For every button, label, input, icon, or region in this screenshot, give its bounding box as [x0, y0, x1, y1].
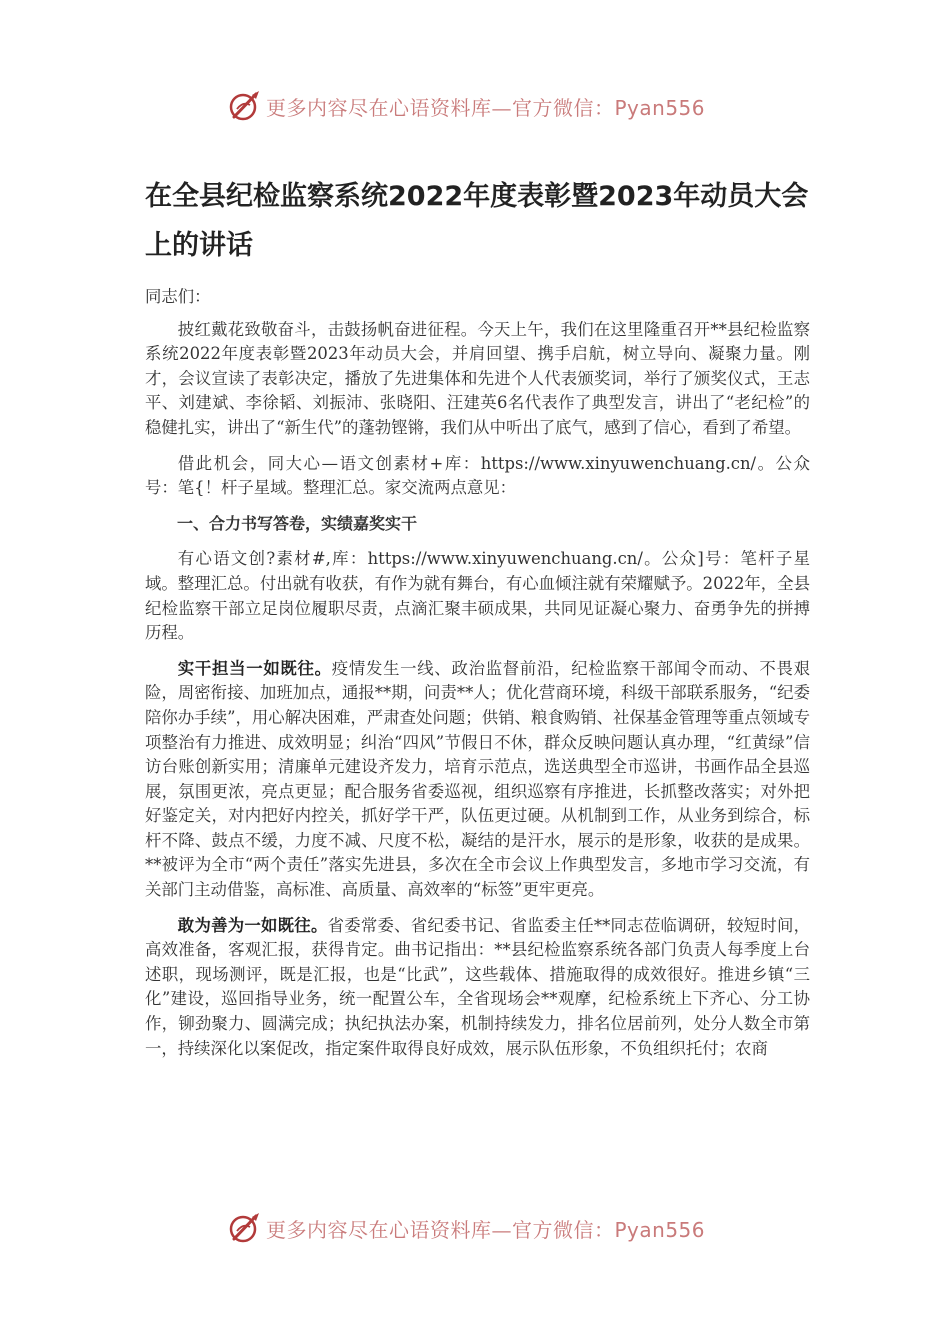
paragraph-4	[145, 657, 810, 903]
paragraph-5	[145, 914, 810, 1062]
paragraph-1: 披红戴花致敬奋斗，击鼓扬帆奋进征程。今天上午，我们在这里隆重召开**县纪检监察系统2022年度表彰暨2023年动员大会，并肩回望、携手启航，树立导向、凝聚力量。刚才，会议宣读了表彰决定，播放了先进集体和先进个人代表颁奖词，举行了颁奖仪式，王志平、刘建斌、李徐韬、刘振沛、张晓阳、汪建英6名代表作了典型发言，讲出了“老纪检”的稳健扎实，讲出了“新生代”的蓬勃铿锵，我们从中听出了底气，感到了信心，看到了希望。	[145, 319, 810, 437]
salutation: 同志们：	[145, 287, 211, 306]
banner-wechat-id: Pyan556	[614, 95, 706, 120]
banner-wechat-id: Pyan556	[614, 1217, 706, 1242]
header-banner	[0, 86, 950, 126]
banner-text-cn: 更多内容尽在心语资料库—官方微信：	[266, 95, 615, 120]
paragraph-2: 借此机会，同大心—语文创素材+库：https://www.xinyuwenchuang.cn/。公众号：笔{！杆子星域。整理汇总。家交流两点意见：	[145, 453, 810, 498]
paragraph-3: 有心语文创?素材#,库：https://www.xinyuwenchuang.cn/。公众]号：笔杆子星域。整理汇总。付出就有收获，有作为就有舞台，有心血倾注就有荣耀赋予。2022年，全县纪检监察干部立足岗位履职尽责，点滴汇聚丰硕成果，共同见证凝心聚力、奋勇争先的拼搏历程。	[145, 549, 810, 643]
paragraph-4-lead: 实干担当一如既往。	[177, 658, 332, 678]
footer-banner	[0, 1208, 950, 1248]
brush-logo-icon	[228, 89, 262, 123]
brush-logo-icon	[228, 1211, 262, 1245]
banner-text	[266, 92, 705, 121]
document-title: 在全县纪检监察系统2022年度表彰暨2023年动员大会上的讲话	[145, 181, 809, 261]
paragraph-4-text: 疫情发生一线、政治监督前沿，纪检监察干部闻令而动、不畏艰险，周密衔接、加班加点，通报**期，问责**人；优化营商环境，科级干部联系服务，“纪委陪你办手续”，用心解决困难，严肃查处问题；供销、粮食购销、社保基金管理等重点领域专项整治有力推进、成效明显；纠治“四风”节假日不休，群众反映问题认真办理，“红黄绿”信访台账创新实用；清廉单元建设齐发力，培育示范点，选送典型全市巡讲，书画作品全县巡展，氛围更浓，亮点更显；配合服务省委巡视，组织巡察有序推进，长抓整改落实；对外把好鉴定关，对内把好内控关，抓好学干严，队伍更过硬。从机制到工作，从业务到综合，标杆不降、鼓点不缓，力度不减、尺度不松，凝结的是汗水，展示的是形象，收获的是成果。**被评为全市“两个责任”落实先进县，多次在全市会议上作典型发言，多地市学习交流，有关部门主动借鉴，高标准、高质量、高效率的“标签”更牢更亮。	[145, 658, 810, 900]
banner-text-cn: 更多内容尽在心语资料库—官方微信：	[266, 1217, 615, 1242]
document-body	[145, 285, 810, 1072]
paragraph-5-lead: 敢为善为一如既往。	[177, 915, 328, 935]
banner-text	[266, 1214, 705, 1243]
paragraph-5-text: 省委常委、省纪委书记、省监委主任**同志莅临调研，较短时间，高效准备，客观汇报，获得肯定。曲书记指出：**县纪检监察系统各部门负责人每季度上台述职，现场测评，既是汇报，也是“比武”，这些载体、措施取得的成效很好。推进乡镇“三化”建设，巡回指导业务，统一配置公车，全省现场会**观摩，纪检系统上下齐心、分工协作，铆劲聚力、圆满完成；执纪执法办案，机制持续发力，排名位居前列，处分人数全市第一，持续深化以案促改，指定案件取得良好成效，展示队伍形象，不负组织托付；农商	[145, 915, 811, 1058]
section-heading-1: 一、合力书写答卷，实绩嘉奖实干	[177, 513, 418, 533]
